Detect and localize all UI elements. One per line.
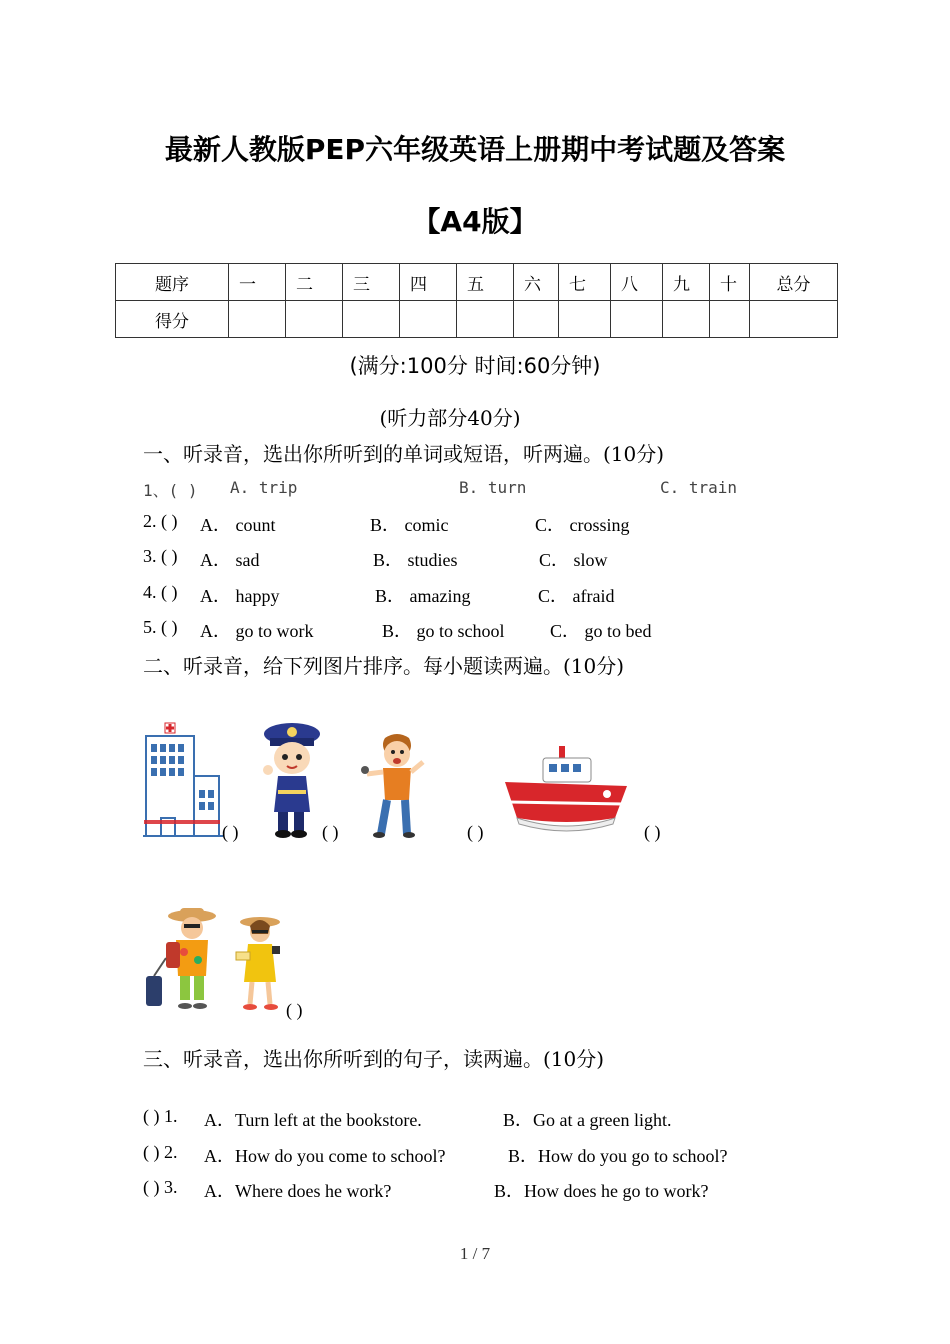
option-c[interactable]: C． slow <box>539 550 608 570</box>
score-header-cell: 七 <box>559 264 611 301</box>
sentence-option-a[interactable]: A．How do you come to school? <box>204 1146 446 1166</box>
page-number: 1 / 7 <box>459 1244 491 1263</box>
score-cell[interactable] <box>663 301 710 338</box>
ship-picture <box>503 742 631 838</box>
option-a[interactable]: A． sad <box>200 550 260 570</box>
answer-blank[interactable]: ( ) <box>322 822 339 842</box>
score-cell[interactable] <box>229 301 286 338</box>
score-cell[interactable] <box>457 301 514 338</box>
score-cell[interactable] <box>611 301 663 338</box>
score-header-cell: 二 <box>286 264 343 301</box>
option-b[interactable]: B. turn <box>459 478 527 497</box>
option-b[interactable]: B． go to school <box>382 621 505 641</box>
travelers-picture <box>140 906 290 1016</box>
option-c[interactable]: C． go to bed <box>550 621 652 641</box>
boy-singing-picture <box>355 730 431 838</box>
score-header-cell: 九 <box>663 264 710 301</box>
sentence-option-b[interactable]: B．How do you go to school? <box>508 1146 728 1166</box>
option-a[interactable]: A． go to work <box>200 621 314 641</box>
exam-info: (满分:100分 时间:60分钟) <box>349 354 601 378</box>
question-number: ( ) 1. <box>143 1106 178 1126</box>
part1-heading: 一、听录音，选出你所听到的单词或短语，听两遍。(10分) <box>143 442 665 466</box>
score-table <box>115 263 838 338</box>
score-header-cell: 六 <box>514 264 559 301</box>
score-cell[interactable] <box>559 301 611 338</box>
question-number: 5. ( ) <box>143 617 178 637</box>
question-number: ( ) 2. <box>143 1142 178 1162</box>
sentence-option-a[interactable]: A．Turn left at the bookstore. <box>204 1110 422 1130</box>
option-b[interactable]: B． comic <box>370 515 449 535</box>
score-cell[interactable] <box>710 301 750 338</box>
score-table-header-row <box>116 264 838 301</box>
part2-heading: 二、听录音，给下列图片排序。每小题读两遍。(10分) <box>143 654 625 678</box>
option-c[interactable]: C． afraid <box>538 586 615 606</box>
option-a[interactable]: A． count <box>200 515 276 535</box>
score-cell[interactable] <box>286 301 343 338</box>
question-number: 3. ( ) <box>143 546 178 566</box>
score-row-label: 得分 <box>116 301 229 338</box>
score-header-cell: 总分 <box>750 264 838 301</box>
listening-section-title: (听力部分40分) <box>379 406 521 430</box>
option-a[interactable]: A． happy <box>200 586 280 606</box>
hospital-picture <box>143 720 223 838</box>
question-number: ( ) 3. <box>143 1177 178 1197</box>
score-cell[interactable] <box>343 301 400 338</box>
page-subtitle: 【A4版】 <box>412 205 538 238</box>
answer-blank[interactable]: ( ) <box>467 822 484 842</box>
answer-blank[interactable]: ( ) <box>644 822 661 842</box>
score-header-cell: 一 <box>229 264 286 301</box>
score-header-cell: 四 <box>400 264 457 301</box>
sentence-option-b[interactable]: B．Go at a green light. <box>503 1110 672 1130</box>
option-a[interactable]: A. trip <box>230 478 298 497</box>
answer-blank[interactable]: ( ) <box>286 1000 303 1020</box>
page-title: 最新人教版PEP六年级英语上册期中考试题及答案 <box>164 133 786 166</box>
option-c[interactable]: C． crossing <box>535 515 630 535</box>
sentence-option-b[interactable]: B．How does he go to work? <box>494 1181 709 1201</box>
question-number: 1、( ) <box>143 481 198 500</box>
police-officer-picture <box>258 720 324 838</box>
question-number: 2. ( ) <box>143 511 178 531</box>
question-number: 4. ( ) <box>143 582 178 602</box>
score-header-cell: 五 <box>457 264 514 301</box>
score-cell[interactable] <box>514 301 559 338</box>
score-cell[interactable] <box>400 301 457 338</box>
score-header-cell: 十 <box>710 264 750 301</box>
answer-blank[interactable]: ( ) <box>222 822 239 842</box>
score-header-cell: 八 <box>611 264 663 301</box>
score-header-cell: 三 <box>343 264 400 301</box>
option-c[interactable]: C. train <box>660 478 738 497</box>
score-header-cell: 题序 <box>116 264 229 301</box>
sentence-option-a[interactable]: A．Where does he work? <box>204 1181 392 1201</box>
score-cell[interactable] <box>750 301 838 338</box>
option-b[interactable]: B． studies <box>373 550 458 570</box>
part3-heading: 三、听录音，选出你所听到的句子，读两遍。(10分) <box>143 1047 605 1071</box>
score-table-score-row <box>116 301 838 338</box>
option-b[interactable]: B． amazing <box>375 586 471 606</box>
